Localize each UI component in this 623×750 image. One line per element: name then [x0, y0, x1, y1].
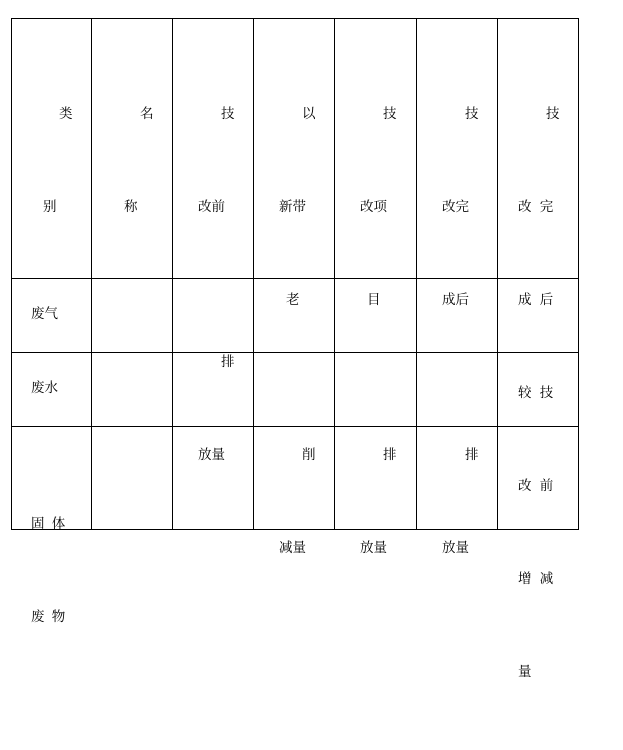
row-label-solid-waste: 固 体 废 物 [31, 516, 66, 625]
header-before-emission: 技 改前 排 放量 [198, 106, 235, 463]
table-border-right [578, 18, 579, 530]
header-after-emission: 技 改完 成后 排 放量 [442, 106, 479, 556]
table-border-top [11, 18, 579, 19]
header-name: 名 称 [124, 106, 154, 215]
header-change: 技 改 完 成 后 较 技 改 前 增 减 量 [518, 106, 560, 680]
row-label-exhaust-gas: 废气 [31, 306, 58, 322]
header-reduction: 以 新带 老 削 减量 [279, 106, 316, 556]
emissions-table [11, 18, 579, 680]
header-project-emission: 技 改项 目 排 放量 [360, 106, 397, 556]
header-category: 类 别 [43, 106, 73, 215]
row-label-wastewater: 废水 [31, 380, 58, 396]
